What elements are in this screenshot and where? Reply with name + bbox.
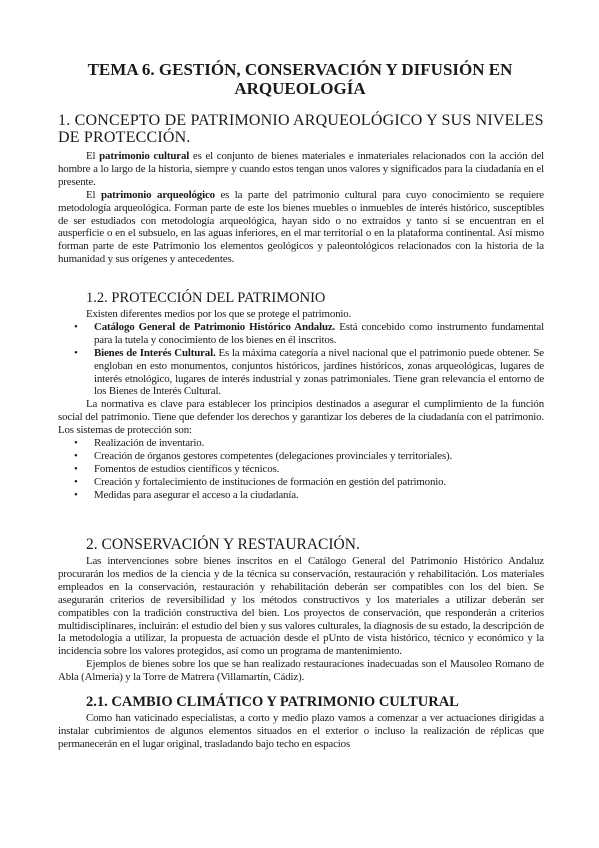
section-2-1-body bbox=[58, 712, 544, 751]
document-title: TEMA 6. GESTIÓN, CONSERVACIÓN Y DIFUSIÓN EN ARQUEOLOGÍA bbox=[87, 60, 513, 98]
section-1-2-body bbox=[58, 308, 544, 502]
bullet-icon: • bbox=[74, 475, 78, 488]
list-item: • Catálogo General de Patrimonio Histórico Andaluz. Está concebido como instrumento fundamental para la tutela y conocimiento de los bienes en él inscritos. bbox=[74, 320, 544, 346]
bullet-icon: • bbox=[74, 462, 78, 475]
bullet-icon: • bbox=[74, 437, 78, 450]
list-item: • Creación y fortalecimiento de instituciones de formación en gestión del patrimonio. bbox=[74, 475, 446, 488]
section-2-body bbox=[58, 555, 544, 684]
term-patrimonio-arqueologico: patrimonio arqueológico bbox=[100, 188, 215, 201]
section-2-1-heading: 2.1. CAMBIO CLIMÁTICO Y PATRIMONIO CULTURAL bbox=[86, 694, 459, 710]
list-item: • Fomentos de estudios científicos y técnicos. bbox=[74, 462, 280, 475]
list-item: • Medidas para asegurar el acceso a la ciudadanía. bbox=[74, 488, 299, 501]
section-1-heading: 1. CONCEPTO DE PATRIMONIO ARQUEOLÓGICO Y SUS NIVELES DE PROTECCIÓN. bbox=[58, 112, 544, 146]
bullet-icon: • bbox=[74, 449, 78, 462]
protection-means-list bbox=[58, 321, 544, 398]
paragraph-intervenciones: Las intervenciones sobre bienes inscritos en el Catálogo General del Patrimonio Histórico Andaluz procurarán los medios de la ciencia y de la técnica su conservación, restauración y rehabilitación. Los materiales empleados en la conservación, restauración y rehabilitación deberán ser compatibles con los del bien. Se asegurarán criterios de reversibilidad y los métodos constructivos y los materiales a utilizar deberán ser compatibles con la tradición constructiva del bien. Los proyectos de conservación, que responderán a criterios multidisciplinares, incluirán: el estudio del bien y sus valores culturales, la diagnosis de su estado, la descripción de la metodología a utilizar, la propuesta de actuación desde el pUnto de vista histórico, técnico y económico y la incidencia sobre los valores protegidos, así como un programa de mantenimiento. bbox=[58, 555, 544, 658]
bullet-icon: • bbox=[74, 346, 78, 359]
list-item: • Creación de órganos gestores competentes (delegaciones provinciales y territoriales). bbox=[74, 449, 453, 462]
paragraph-ejemplos: Ejemplos de bienes sobre los que se han realizado restauraciones inadecuadas son el Mausoleo Romano de Abla (Almería) y la Torre de Matrera (Villamartín, Cádiz). bbox=[58, 658, 544, 684]
term-patrimonio-cultural: patrimonio cultural bbox=[99, 150, 190, 162]
list-item: • Bienes de Interés Cultural. Es la máxima categoría a nivel nacional que el patrimonio puede obtener. Se engloban en esto monumentos, conjuntos históricos, jardines históricos, zonas arqueológicas, lugares de interés etnológico, lugares de interés industrial y zonas patrimoniales. Tiene gran relevancia el entorno de los Bienes de Interés Cultural. bbox=[74, 346, 544, 398]
paragraph-patrimonio-cultural: El patrimonio cultural es el conjunto de bienes materiales e inmateriales relacionados con la acción del hombre a lo largo de la historia, siempre y cuando estos tengan unos valores y significados para la ciudadanía en el presente. bbox=[58, 150, 545, 188]
section-1-body bbox=[58, 150, 544, 266]
bullet-icon: • bbox=[74, 488, 78, 501]
section-1-2-heading: 1.2. PROTECCIÓN DEL PATRIMONIO bbox=[86, 290, 326, 306]
paragraph-patrimonio-arqueologico: El patrimonio arqueológico es la parte del patrimonio cultural para cuyo conocimiento se requiere metodología arqueológica. Forman parte de este los bienes muebles o inmuebles de interés histórico, susceptibles de ser estudiados con metodología arqueológica, hayan sido o no extraídos y tanto si se encuentran en el ausperficie o en el subsuelo, en las aguas inferiores, en el mar territorial o en la plataforma continental. Así mismo forman parte de este Patrimonio los elementos geológicos y paleontológicos relacionados con la historia de la humanidad y sus orígenes y antecedentes. bbox=[58, 188, 544, 266]
section-2-heading: 2. CONSERVACIÓN Y RESTAURACIÓN. bbox=[86, 536, 360, 553]
paragraph-intro: Existen diferentes medios por los que se protege el patrimonio. bbox=[86, 308, 352, 320]
list-item: • Realización de inventario. bbox=[74, 437, 205, 450]
protection-systems-list bbox=[58, 437, 544, 502]
bullet-icon: • bbox=[74, 320, 78, 333]
paragraph-normativa: La normativa es clave para establecer los principios destinados a asegurar el cumplimiento de la función social del patrimonio. Tiene que defender los derechos y garantizar los deberes de la ciudadanía con el patrimonio. Los sistemas de protección son: bbox=[58, 398, 544, 437]
paragraph-cambio-climatico: Como han vaticinado especialistas, a corto y medio plazo vamos a comenzar a ver actuaciones dirigidas a instalar cubrimientos de algunos elementos situados en el exterior o incluso la realización de réplicas que permanecerán en el lugar original, trasladando bajo techo en espacios bbox=[58, 712, 544, 750]
